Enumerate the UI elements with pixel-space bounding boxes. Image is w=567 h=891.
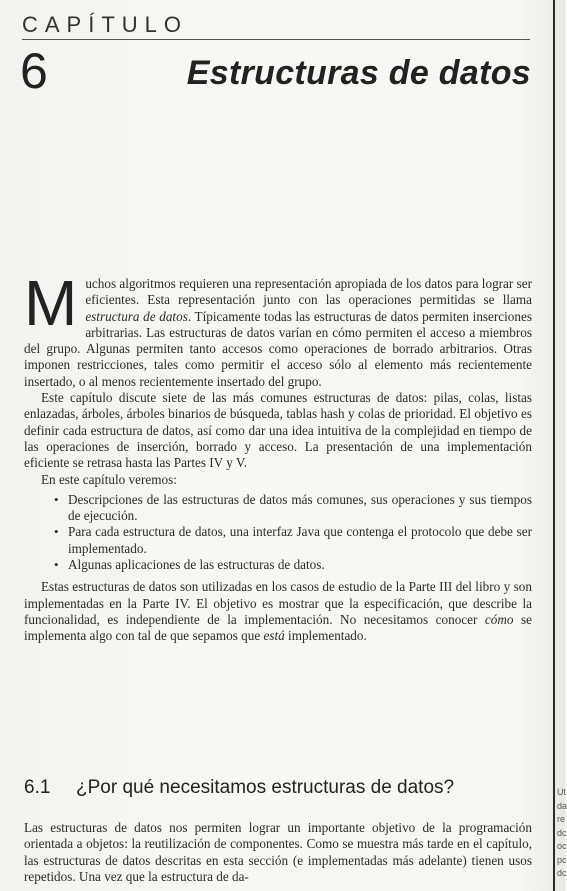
chapter-rule	[22, 39, 530, 40]
adjacent-page-fragments	[557, 786, 565, 881]
chapter-number: 6	[20, 43, 48, 99]
intro-p1-text-b: . Típicamente todas las estructuras de datos permiten inserciones arbitrarias. Las estructuras de datos varían en cómo permiten el acceso a miembros del grupo. Algunas permiten tanto accesos como operaciones de borrado arbitrarios. Otras imponen restricciones, tales como permitir el acceso sólo al elemento más recientemente insertado, o al menos recientemente insertado del grupo.	[24, 308, 532, 389]
margin-fragment: dc	[557, 827, 567, 838]
margin-fragment: oc	[557, 841, 567, 851]
list-item: • Descripciones de las estructuras de datos más comunes, sus operaciones y sus tiempos de ejecución.	[54, 492, 532, 525]
intro-p4-text-a: Estas estructuras de datos son utilizadas en los casos de estudio de la Parte III del libro y son implementadas en la Parte IV. El objetivo es mostrar que la especificación, que describe la funcionalidad, es independiente de la implementación. No necesitamos conocer	[24, 579, 532, 627]
intro-p1-emphasis: estructura de datos	[85, 308, 188, 324]
margin-fragment: dc	[557, 868, 567, 878]
intro-p4-text-b: se implementa algo con tal de que sepamos que	[24, 611, 532, 644]
section-number: 6.1	[24, 777, 51, 798]
intro-paragraph-2: Este capítulo discute siete de las más comunes estructuras de datos: pilas, colas, listas enlazadas, árboles, árboles binarios de búsqueda, tablas hash y colas de prioridad. El objetivo es definir cada estructura de datos, así como dar una idea intuitiva de la complejidad en tiempo de las operaciones de inserción, borrado y acceso. La presentación de una implementación eficiente se retrasa hasta las Partes IV y V.	[24, 390, 532, 471]
section-body	[24, 820, 532, 885]
intro-p4-emphasis-1: cómo	[484, 611, 514, 627]
intro-p1-text-a: uchos algoritmos requieren una representación apropiada de los datos para lograr ser eficientes. Esta representación junto con las operaciones permitidas se llama	[85, 276, 532, 308]
intro-paragraph-4	[24, 579, 532, 644]
chapter-title: Estructuras de datos	[186, 54, 531, 92]
page-edge-divider	[553, 0, 555, 891]
chapter-goals-list	[54, 492, 532, 573]
section-title: ¿Por qué necesitamos estructuras de datos?	[76, 777, 455, 798]
intro-p4-text-c: implementado.	[284, 628, 367, 644]
margin-fragment: da	[557, 800, 567, 811]
intro-p4-emphasis-2: está	[263, 628, 285, 644]
chapter-intro	[24, 267, 532, 645]
margin-fragment: pc	[557, 854, 567, 865]
margin-fragment: Ut	[557, 787, 566, 797]
margin-fragment: re	[557, 814, 566, 824]
chapter-label: CAPÍTULO	[22, 12, 189, 37]
drop-cap: M	[24, 267, 78, 339]
section-paragraph-1: Las estructuras de datos nos permiten lograr un importante objetivo de la programación orientada a objetos: la reutilización de componentes. Como se muestra más tarde en el capítulo, las estructuras de datos descritas en esta sección (e implementadas más adelante) tienen usos repetidos. Una vez que la estructura de da-	[24, 820, 532, 884]
list-item: • Algunas aplicaciones de las estructuras de datos.	[54, 557, 532, 573]
intro-paragraph-3: En este capítulo veremos:	[41, 471, 177, 487]
list-item: • Para cada estructura de datos, una interfaz Java que contenga el protocolo que debe ser implementado.	[54, 524, 532, 557]
section-heading	[24, 777, 532, 799]
intro-paragraph-1	[24, 267, 532, 390]
